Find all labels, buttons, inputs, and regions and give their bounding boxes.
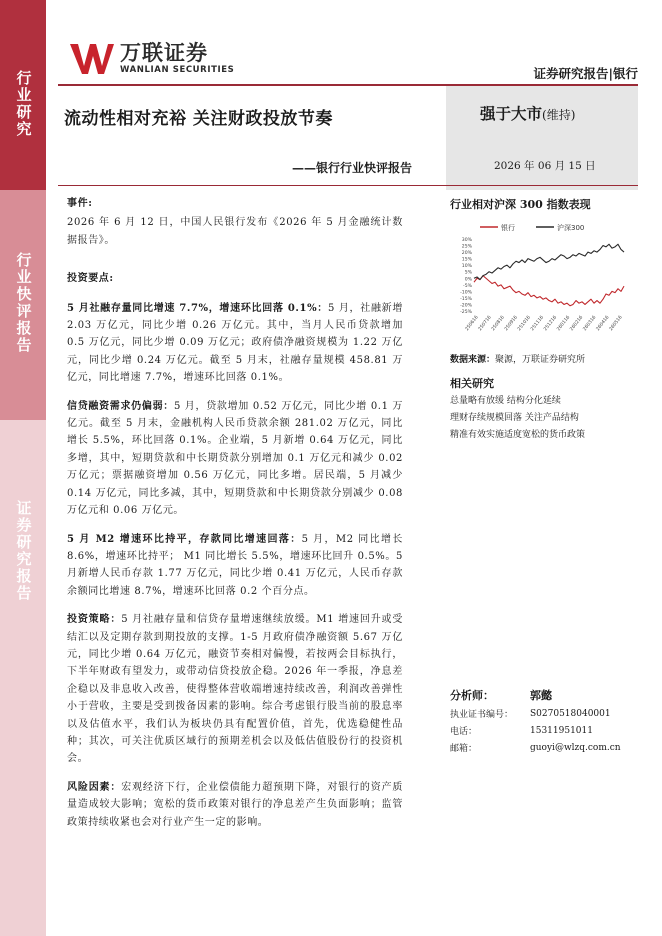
point-body: 5 月，M2 同比增长 8.6%，增速环比持平； M1 同比增长 5.5%，增速环比回升 0.5%。5 月新增人民币存款 1.77 万亿元，同比少增 0.41 万亿元，人民币存款余额同比增速 8.7%，增速环比回落 0.2 个百分点。 — [67, 533, 403, 597]
series-line — [474, 276, 624, 306]
wanlian-logo-icon — [70, 40, 114, 76]
point-strategy — [67, 611, 403, 768]
x-tick-label: 251216 — [543, 315, 559, 333]
events-heading: 事件: — [67, 198, 93, 209]
y-tick-label: 25% — [461, 244, 472, 250]
legend-label: 沪深300 — [557, 224, 585, 232]
x-tick-label: 260516 — [608, 315, 624, 333]
y-tick-label: -20% — [460, 303, 472, 309]
rating-label: 强于大市 — [480, 104, 543, 123]
sidebar-report-type: 行业快评报告 — [0, 190, 46, 420]
related-list — [450, 393, 635, 444]
x-tick-label: 250716 — [477, 315, 493, 333]
sidebar-category: 行业研究 — [0, 0, 46, 190]
header-tag: 证券研究报告|银行 — [533, 66, 638, 81]
relative-performance-chart — [452, 215, 632, 345]
analyst-email[interactable]: guoyi@wlzq.com.cn — [530, 742, 621, 753]
y-tick-label: -10% — [460, 290, 472, 296]
point-lead: 信贷融资需求仍偏弱： — [67, 400, 174, 412]
point-lead: 投资策略： — [67, 614, 122, 626]
rating-note: (维持) — [542, 108, 576, 122]
company-logo — [70, 40, 234, 76]
analyst-field-label: 执业证书编号： — [450, 710, 514, 720]
logo-name-cn: 万联证券 — [120, 41, 208, 65]
point-lead: 5 月社融存量同比增速 7.7%，增速环比回落 0.1%： — [67, 302, 328, 314]
sidebar-doc-type: 证券研究报告 — [0, 420, 46, 936]
related-item[interactable]: 理财存续规模回落 关注产品结构 — [450, 413, 579, 423]
x-tick-label: 250916 — [504, 315, 519, 333]
y-tick-label: 15% — [461, 257, 472, 263]
point-body: 宏观经济下行，企业偿债能力超预期下降，对银行的资产质量造成较大影响；宽松的货币政策对银行的净息差产生负面影响；监管政策持续收紧也会对行业产生一定的影响。 — [67, 781, 403, 828]
logo-name-en: WANLIAN SECURITIES — [120, 65, 235, 75]
x-tick-label: 260316 — [582, 315, 598, 333]
data-source — [450, 352, 635, 365]
chart-x-axis — [464, 314, 624, 332]
related-item[interactable]: 总量略有放缓 结构分化延续 — [450, 396, 561, 406]
x-tick-label: 260416 — [595, 315, 611, 333]
report-subtitle: ——银行行业快评报告 — [292, 161, 413, 175]
chart-title: 行业相对沪深 300 指数表现 — [450, 198, 591, 211]
report-date: 2026 年 06 月 15 日 — [494, 160, 596, 172]
related-item[interactable]: 精准有效实施适度宽松的货币政策 — [450, 430, 586, 440]
y-tick-label: 30% — [461, 238, 472, 243]
point-social-financing — [67, 300, 403, 387]
rating-box — [446, 86, 638, 190]
points-heading: 投资要点: — [67, 273, 114, 285]
rating — [480, 102, 575, 124]
y-tick-label: -25% — [460, 310, 472, 315]
y-tick-label: -5% — [463, 283, 472, 289]
x-tick-label: 251016 — [517, 315, 532, 333]
x-tick-label: 260216 — [569, 315, 585, 333]
point-body: 5 月，社融新增 2.03 万亿元，同比少增 0.26 万亿元。其中，当月人民币贷款增加 0.5 万亿元，同比少增 0.09 万亿元；政府债净融资规模为 1.22 万亿元，同比少增 0.24 万亿元。截至 5 月末，社融存量规模 458.81 万亿元，同比增速 7.7%，增速环比回落 0.1%。 — [67, 302, 403, 384]
analyst-label: 分析师： — [450, 689, 494, 702]
point-risks — [67, 779, 403, 831]
analyst-field-label: 邮箱： — [450, 744, 478, 754]
related-heading: 相关研究 — [450, 377, 494, 390]
y-tick-label: 20% — [461, 251, 472, 257]
main-text-column — [67, 195, 403, 842]
analyst-license: S0270518040001 — [530, 708, 611, 719]
point-body: 5 月社融存量和信贷存量增速继续放缓。M1 增速回升或受结汇以及定期存款到期投放的支撑。1-5 月政府债净融资额 5.67 万亿元，同比少增 0.64 万亿元，融资节奏相对偏慢，若按两会目标执行，下半年财政有望发力，或带动信贷投放企稳。2026 年一季报，净息差企稳以及非息收入改善，使得整体营收端增速持续改善，利润改善弹性小于营收，主要是受到拨备因素的影响。综合考虑银行股当前的股息率以及估值水平，我们认为板块仍具有配置价值，首先，优选稳健性品种；其次，可关注优质区域行的预期差机会以及低估值股份行的投资机会。 — [67, 614, 403, 765]
point-body: 5 月，贷款增加 0.52 万亿元，同比少增 0.1 万亿元。截至 5 月末，金融机构人民币贷款余额 281.02 万亿元，同比增长 5.5%，环比回落 0.1%。企业端，5 月新增 0.64 万亿元，同比多增，其中，短期贷款和中长期贷款分别增加 0.1 万亿元和减少 0.02 万亿元；票据融资增加 0.56 万亿元，同比多增。居民端，5 月减少 0.14 万亿元，同比多减，其中，短期贷款和中长期贷款分别减少 0.08 万亿元和 0.06 万亿元。 — [67, 400, 404, 517]
analyst-name: 郭懿 — [530, 689, 552, 702]
chart-series — [474, 244, 624, 306]
x-tick-label: 250616 — [464, 315, 480, 333]
report-title: 流动性相对充裕 关注财政投放节奏 — [64, 109, 333, 129]
point-lead: 5 月 M2 增速环比持平，存款同比增速回落： — [67, 533, 302, 545]
point-m2 — [67, 531, 403, 601]
events-text: 2026 年 6 月 12 日，中国人民银行发布《2026 年 5 月金融统计数据报告》。 — [67, 217, 403, 246]
chart-y-axis — [460, 237, 473, 315]
analyst-phone: 15311951011 — [530, 725, 593, 736]
analyst-block — [450, 685, 635, 756]
y-tick-label: 0% — [464, 277, 472, 283]
point-credit-demand — [67, 398, 403, 520]
y-tick-label: 10% — [461, 264, 472, 270]
source-label: 数据来源： — [450, 355, 496, 365]
x-tick-label: 250816 — [491, 315, 506, 333]
legend-label: 银行 — [501, 224, 515, 232]
chart-legend — [480, 223, 584, 232]
y-tick-label: -15% — [460, 296, 472, 302]
x-tick-label: 251116 — [530, 315, 546, 333]
y-tick-label: 5% — [464, 270, 472, 276]
analyst-field-label: 电话： — [450, 727, 478, 737]
side-strip — [0, 0, 46, 936]
content-divider — [58, 185, 638, 186]
series-line — [474, 244, 624, 279]
source-text: 聚源，万联证券研究所 — [495, 355, 586, 365]
point-lead: 风险因素： — [67, 781, 122, 793]
x-tick-label: 260116 — [556, 315, 572, 333]
